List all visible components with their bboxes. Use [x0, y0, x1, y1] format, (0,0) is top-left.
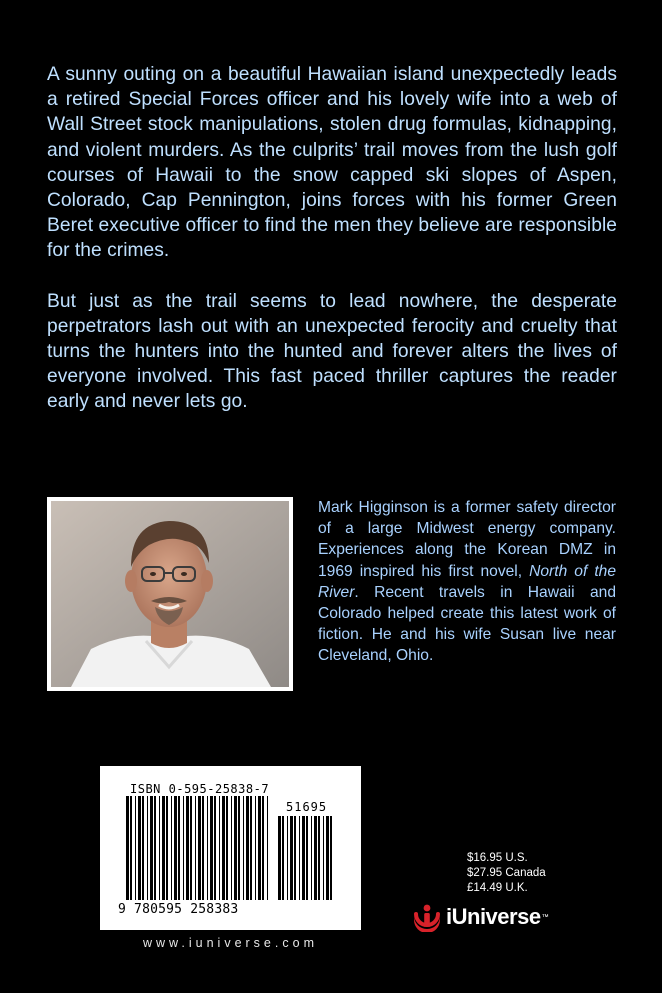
- barcode-bar: [150, 796, 153, 900]
- barcode-bar: [147, 796, 148, 900]
- barcode-bar: [311, 816, 312, 900]
- bio-text-end: . Recent travels in Hawaii and Colorado helped create this latest work of fiction. He and his wife Susan live near Cleveland, Ohio.: [318, 583, 616, 665]
- barcode-bar: [330, 816, 332, 900]
- barcode-bar: [210, 796, 213, 900]
- barcode-bar: [299, 816, 300, 900]
- barcode-bar: [255, 796, 256, 900]
- barcode-bar: [267, 796, 268, 900]
- barcode-bar: [142, 796, 144, 900]
- author-bio: [318, 497, 616, 667]
- barcode-bar: [243, 796, 244, 900]
- barcode-bar: [287, 816, 288, 900]
- isbn-barcode: [100, 766, 361, 930]
- barcode-bar: [202, 796, 204, 900]
- trademark-symbol: ™: [541, 913, 549, 921]
- barcode-bar: [238, 796, 240, 900]
- barcode-bar: [162, 796, 165, 900]
- barcode-bar: [219, 796, 220, 900]
- barcode-bar: [138, 796, 141, 900]
- barcode-bar: [234, 796, 237, 900]
- author-photo: [51, 501, 289, 687]
- barcode-bar: [302, 816, 305, 900]
- barcode-bar: [258, 796, 261, 900]
- barcode-bar: [262, 796, 264, 900]
- back-cover-blurb: [47, 62, 617, 440]
- barcode-bar: [198, 796, 201, 900]
- barcode-bar: [126, 796, 129, 900]
- price-canada: $27.95 Canada: [467, 867, 546, 880]
- barcode-bar: [214, 796, 216, 900]
- iuniverse-logo: [412, 900, 549, 934]
- barcode-bar: [174, 796, 177, 900]
- barcode-bar: [290, 816, 293, 900]
- bio-book-title: North of the River: [318, 562, 617, 601]
- barcode-bar: [306, 816, 308, 900]
- bio-text-start: Mark Higginson is a former safety director of a large Midwest energy company. Experiences along the Korean DMZ in 1969 inspired his first novel,: [318, 499, 616, 580]
- barcode-bar: [318, 816, 320, 900]
- barcode-bar: [231, 796, 232, 900]
- barcode-bar: [190, 796, 192, 900]
- barcode-bar: [135, 796, 136, 900]
- price-uk: £14.49 U.K.: [467, 882, 528, 895]
- price-list: [467, 851, 546, 897]
- barcode-bar: [282, 816, 284, 900]
- barcode-bar: [207, 796, 208, 900]
- barcode-bar: [130, 796, 132, 900]
- blurb-paragraph-1: A sunny outing on a beautiful Hawaiian island unexpectedly leads a retired Special Forces officer and his lovely wife into a web of Wall Street stock manipulations, stolen drug formulas, kidnapping, and violent murders. As the culprits’ trail moves from the lush golf courses of Hawaii to the snow capped ski slopes of Aspen, Colorado, Cap Pennington, joins forces with his former Green Beret executive officer to find the men they believe are responsible for the crimes.: [47, 64, 617, 262]
- barcode-bar: [159, 796, 160, 900]
- publisher-name: iUniverse: [446, 904, 541, 929]
- isbn-number: ISBN 0-595-25838-7: [130, 782, 270, 796]
- barcode-bar: [171, 796, 172, 900]
- barcode-bar: [278, 816, 281, 900]
- publisher-url: www.iuniverse.com: [143, 936, 318, 950]
- barcode-bar: [294, 816, 296, 900]
- barcode-bar: [246, 796, 249, 900]
- barcode-bar: [250, 796, 252, 900]
- barcode-bar: [178, 796, 180, 900]
- barcode-bar: [222, 796, 225, 900]
- barcode-bar: [326, 816, 329, 900]
- ean-number: 9 780595 258383: [118, 902, 239, 917]
- barcode-bar: [183, 796, 184, 900]
- barcode-bar: [314, 816, 317, 900]
- author-photo-frame: [47, 497, 293, 691]
- barcode-bar: [154, 796, 156, 900]
- price-code: 51695: [286, 800, 328, 814]
- iuniverse-logo-icon: [412, 902, 442, 932]
- barcode-bar: [186, 796, 189, 900]
- barcode-bar: [323, 816, 324, 900]
- barcode-bar: [195, 796, 196, 900]
- price-us: $16.95 U.S.: [467, 852, 528, 864]
- barcode-bar: [226, 796, 228, 900]
- blurb-paragraph-2: But just as the trail seems to lead nowhere, the desperate perpetrators lash out with an unexpected ferocity and cruelty that turns the hunters into the hunted and forever alters the lives of everyone involved. This fast paced thriller captures the reader early and never lets go.: [47, 290, 617, 413]
- barcode-bar: [166, 796, 168, 900]
